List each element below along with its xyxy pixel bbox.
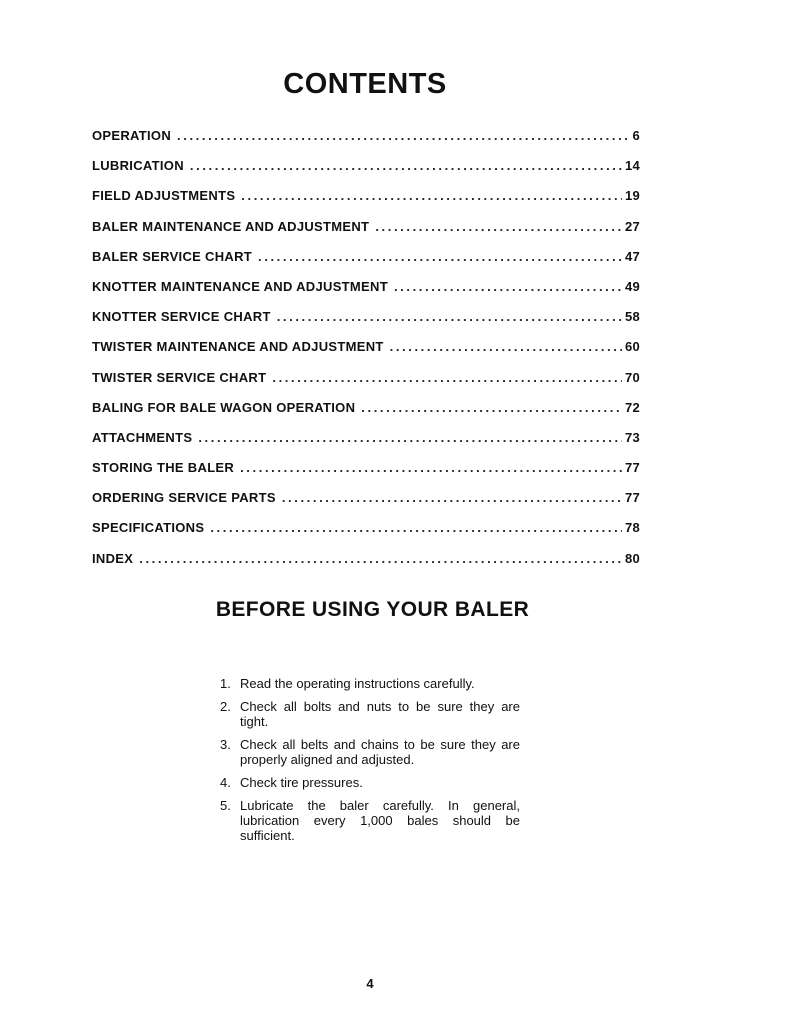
toc-entry[interactable] xyxy=(92,430,640,460)
toc-entry-page: 77 xyxy=(624,460,640,476)
toc-leader-dots xyxy=(390,339,622,354)
checklist-number: 2. xyxy=(220,699,231,714)
toc-entry-label: INDEX xyxy=(92,550,134,566)
section-heading: BEFORE USING YOUR BALER xyxy=(215,598,530,621)
checklist-item xyxy=(220,798,520,843)
toc-entry-page: 80 xyxy=(624,550,640,566)
toc-entry-page: 60 xyxy=(624,339,640,355)
toc-entry-label: BALER MAINTENANCE AND ADJUSTMENT xyxy=(92,218,370,234)
toc-entry-label: TWISTER MAINTENANCE AND ADJUSTMENT xyxy=(92,339,384,355)
toc-leader-dots xyxy=(241,188,622,203)
toc-leader-dots xyxy=(277,309,622,324)
toc-leader-dots xyxy=(258,249,622,264)
checklist-text: Read the operating instructions carefully. xyxy=(240,676,475,691)
toc-leader-dots xyxy=(198,430,622,445)
toc-entry[interactable] xyxy=(92,309,640,339)
table-of-contents xyxy=(92,128,640,581)
toc-entry-label: LUBRICATION xyxy=(92,158,184,174)
toc-entry[interactable] xyxy=(92,339,640,369)
toc-entry[interactable] xyxy=(92,188,640,218)
toc-entry-page: 58 xyxy=(624,309,640,325)
checklist-text: Lubricate the baler carefully. In general, lubrication every 1,000 bales should be sufficient. xyxy=(240,798,520,843)
toc-entry-page: 72 xyxy=(624,399,640,415)
toc-leader-dots xyxy=(394,279,622,294)
toc-entry-page: 6 xyxy=(632,128,640,143)
checklist-number: 3. xyxy=(220,737,231,752)
toc-entry-page: 78 xyxy=(624,520,640,536)
toc-entry-label: ORDERING SERVICE PARTS xyxy=(92,490,276,506)
toc-leader-dots xyxy=(139,551,622,566)
checklist-text: Check tire pressures. xyxy=(240,775,363,790)
toc-leader-dots xyxy=(240,460,622,475)
toc-leader-dots xyxy=(361,400,622,415)
checklist-item xyxy=(220,775,520,790)
toc-entry-page: 27 xyxy=(624,218,640,234)
toc-leader-dots xyxy=(282,490,622,505)
toc-entry-label: BALING FOR BALE WAGON OPERATION xyxy=(92,399,356,415)
toc-entry[interactable] xyxy=(92,520,640,550)
toc-entry[interactable] xyxy=(92,490,640,520)
toc-entry[interactable] xyxy=(92,551,640,581)
toc-entry-page: 19 xyxy=(624,188,640,204)
page-number: 4 xyxy=(366,976,374,991)
toc-leader-dots xyxy=(272,370,622,385)
toc-entry-label: KNOTTER MAINTENANCE AND ADJUSTMENT xyxy=(92,278,388,294)
checklist-text: Check all bolts and nuts to be sure they are tight. xyxy=(240,699,520,729)
toc-entry-label: TWISTER SERVICE CHART xyxy=(92,369,267,385)
toc-entry[interactable] xyxy=(92,128,640,158)
checklist xyxy=(220,676,520,851)
checklist-item xyxy=(220,737,520,767)
toc-entry[interactable] xyxy=(92,249,640,279)
checklist-number: 1. xyxy=(220,676,231,691)
toc-entry-label: SPECIFICATIONS xyxy=(92,520,205,536)
toc-entry-page: 47 xyxy=(624,248,640,264)
checklist-number: 5. xyxy=(220,798,231,813)
toc-entry-page: 49 xyxy=(624,278,640,294)
toc-entry[interactable] xyxy=(92,400,640,430)
toc-entry-label: OPERATION xyxy=(92,128,172,143)
toc-leader-dots xyxy=(177,128,629,143)
toc-entry-label: ATTACHMENTS xyxy=(92,429,193,445)
checklist-text: Check all belts and chains to be sure they are properly aligned and adjusted. xyxy=(240,737,520,767)
toc-entry-label: FIELD ADJUSTMENTS xyxy=(92,188,236,204)
toc-entry-page: 70 xyxy=(624,369,640,385)
checklist-number: 4. xyxy=(220,775,231,790)
toc-entry[interactable] xyxy=(92,370,640,400)
toc-entry[interactable] xyxy=(92,158,640,188)
checklist-item xyxy=(220,699,520,729)
toc-entry-label: BALER SERVICE CHART xyxy=(92,248,253,264)
toc-leader-dots xyxy=(190,158,622,173)
checklist-item xyxy=(220,676,520,691)
toc-leader-dots xyxy=(210,520,622,535)
toc-entry[interactable] xyxy=(92,279,640,309)
toc-entry-page: 14 xyxy=(624,158,640,174)
toc-entry-page: 73 xyxy=(624,429,640,445)
toc-entry-page: 77 xyxy=(624,490,640,506)
toc-entry[interactable] xyxy=(92,219,640,249)
page-title: CONTENTS xyxy=(283,68,447,100)
toc-entry-label: STORING THE BALER xyxy=(92,460,235,476)
toc-entry-label: KNOTTER SERVICE CHART xyxy=(92,309,271,325)
toc-entry[interactable] xyxy=(92,460,640,490)
toc-leader-dots xyxy=(375,219,622,234)
